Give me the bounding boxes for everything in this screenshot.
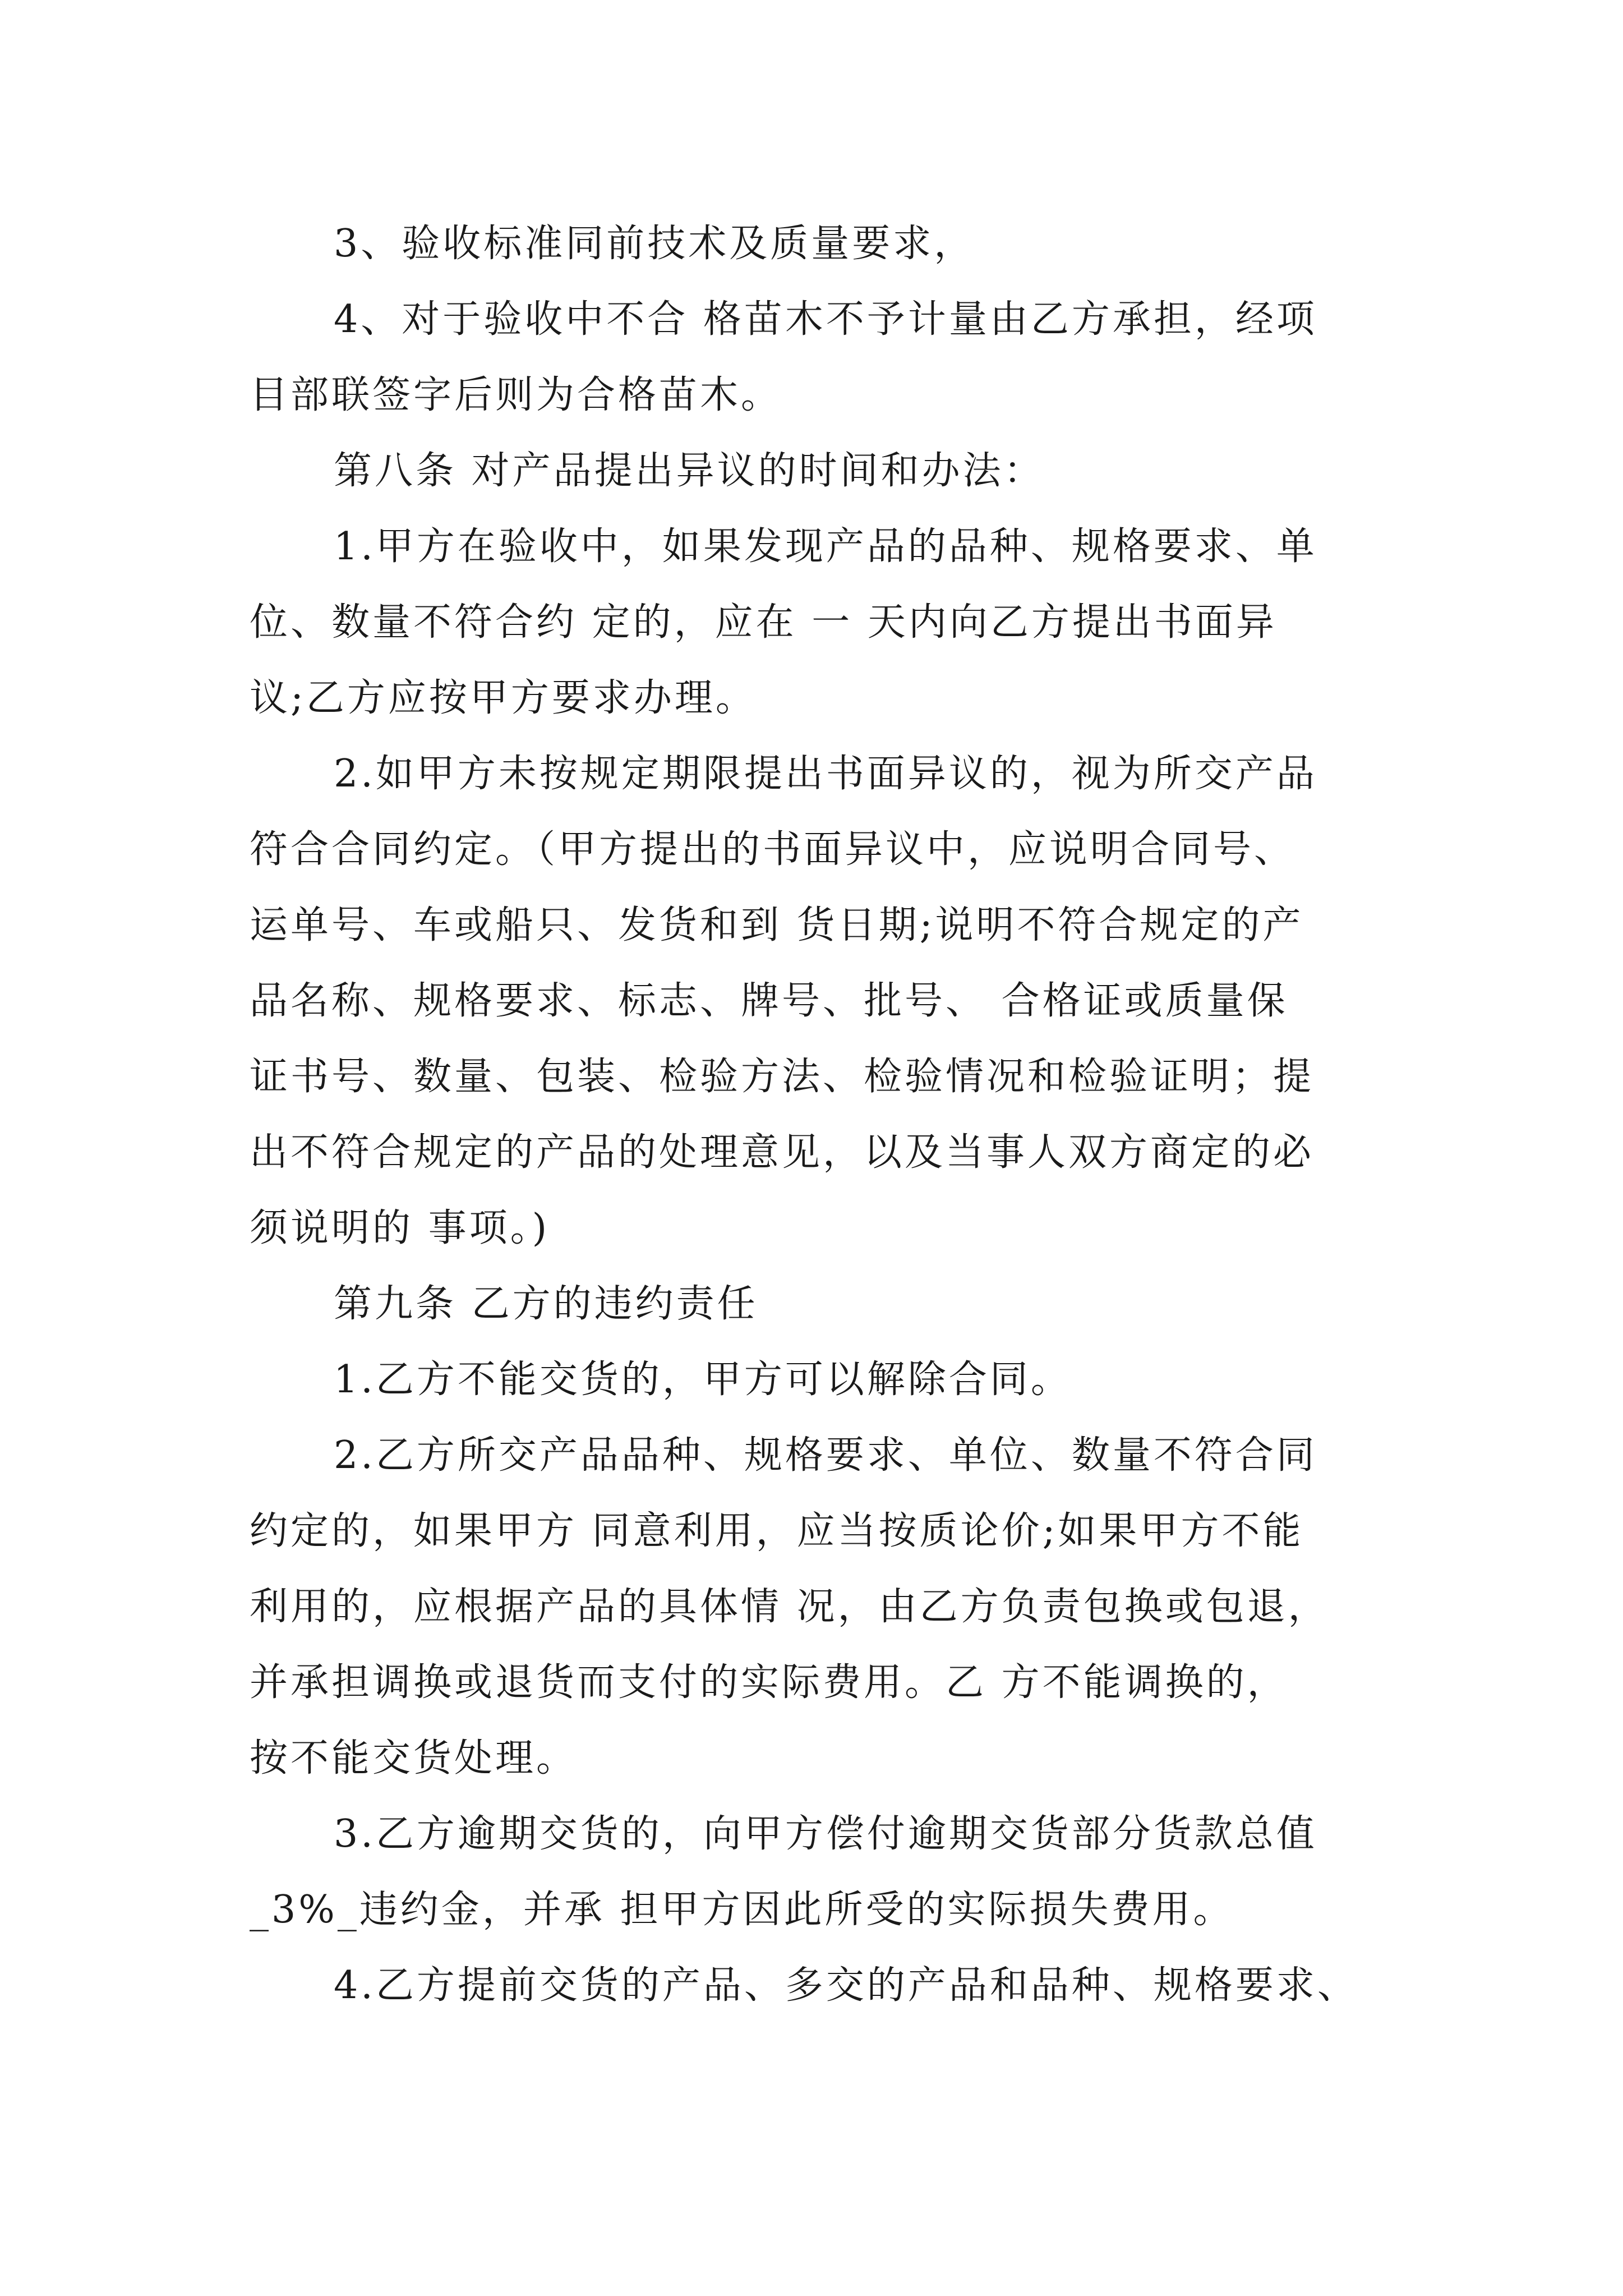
text-line: 品名称、规格要求、标志、牌号、批号、 合格证或质量保 [250, 979, 1288, 1023]
text-line: 并承担调换或退货而支付的实际费用。乙 方不能调换的， [250, 1660, 1288, 1705]
text-line: 1.乙方不能交货的，甲方可以解除合同。 [334, 1358, 1072, 1402]
text-line: 位、数量不符合约 定的，应在 一 天内向乙方提出书面异 [250, 600, 1277, 645]
section-heading: 第八条 对产品提出异议的时间和办法： [334, 449, 1045, 493]
text-line: 目部联签字后则为合格苗木。 [250, 373, 782, 417]
text-line: 证书号、数量、包装、检验方法、检验情况和检验证明；提 [250, 1055, 1315, 1099]
text-line: 须说明的 事项。) [250, 1206, 550, 1250]
text-line: 3、验收标准同前技术及质量要求， [334, 222, 975, 266]
text-line: 4.乙方提前交货的产品、多交的产品和品种、规格要求、 [334, 1963, 1358, 2008]
text-line: 利用的，应根据产品的具体情 况，由乙方负责包换或包退， [250, 1585, 1329, 1629]
text-line: 3.乙方逾期交货的，向甲方偿付逾期交货部分货款总值 [334, 1812, 1317, 1856]
section-heading: 第九条 乙方的违约责任 [334, 1282, 758, 1326]
text-line: 4、对于验收中不合 格苗木不予计量由乙方承担，经项 [334, 297, 1317, 342]
text-line: 议;乙方应按甲方要求办理。 [250, 676, 757, 720]
text-line: 1.甲方在验收中，如果发现产品的品种、规格要求、单 [334, 524, 1317, 569]
text-line: _3%_违约金，并承 担甲方因此所受的实际损失费用。 [250, 1888, 1234, 1932]
text-line: 2.乙方所交产品品种、规格要求、单位、数量不符合同 [334, 1433, 1317, 1478]
text-line: 2.如甲方未按规定期限提出书面异议的，视为所交产品 [334, 752, 1317, 796]
text-line: 符合合同约定。（甲方提出的书面异议中，应说明合同号、 [250, 827, 1295, 872]
text-line: 按不能交货处理。 [250, 1736, 578, 1780]
text-line: 出不符合规定的产品的处理意见，以及当事人双方商定的必 [250, 1130, 1315, 1175]
text-line: 约定的，如果甲方 同意利用，应当按质论价;如果甲方不能 [250, 1509, 1304, 1553]
text-line: 运单号、车或船只、发货和到 货日期;说明不符合规定的产 [250, 903, 1304, 947]
